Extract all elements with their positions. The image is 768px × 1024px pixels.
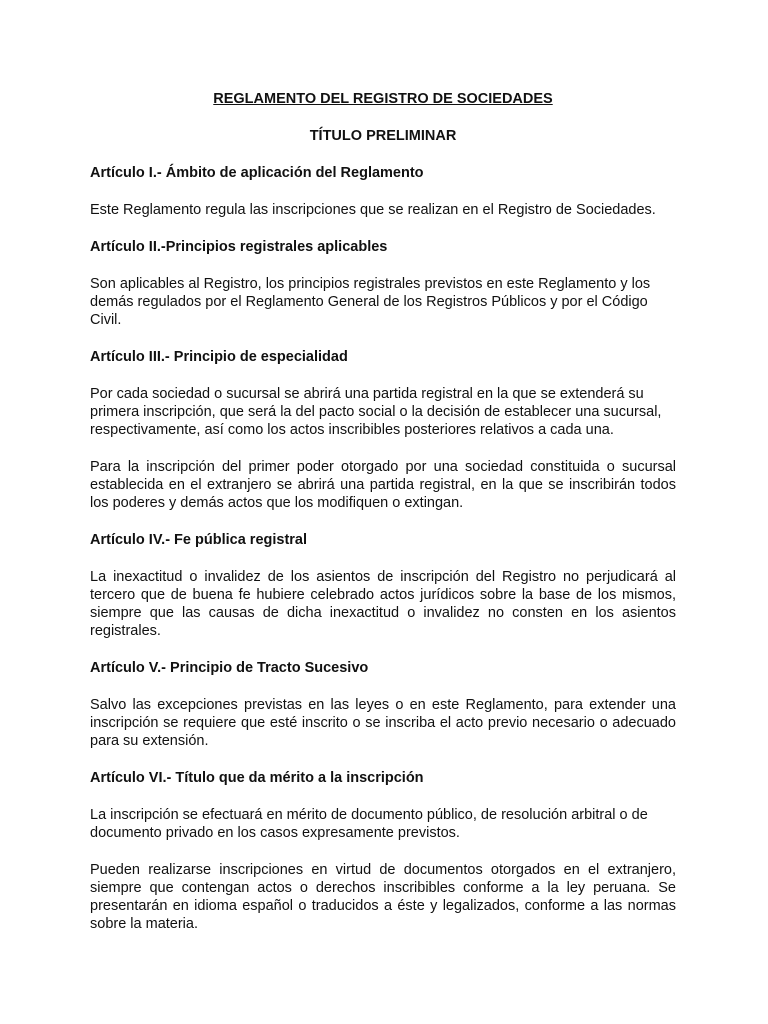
article-paragraph: Este Reglamento regula las inscripciones que se realizan en el Registro de Sociedades.	[90, 202, 656, 218]
article-paragraph: Son aplicables al Registro, los principios registrales previstos en este Reglamento y los demás regulados por el Reglamento General de los Registros Públicos y por el Código Civil.	[90, 276, 651, 328]
article-heading: Artículo V.- Principio de Tracto Sucesivo	[90, 660, 369, 676]
article-3	[90, 348, 676, 512]
article-heading: Artículo I.- Ámbito de aplicación del Reglamento	[90, 165, 424, 181]
section-title: TÍTULO PRELIMINAR	[309, 128, 457, 144]
article-4	[90, 531, 676, 640]
article-paragraph: La inscripción se efectuará en mérito de documento público, de resolución arbitral o de documento privado en los casos expresamente previstos.	[90, 807, 648, 841]
article-6	[90, 769, 676, 933]
article-paragraph: Para la inscripción del primer poder otorgado por una sociedad constituida o sucursal establecida en el extranjero se abrirá una partida registral, en la que se inscribirán todos los poderes y demás actos que los modifiquen o extingan.	[90, 459, 676, 511]
article-heading: Artículo IV.- Fe pública registral	[90, 532, 308, 548]
article-paragraph: La inexactitud o invalidez de los asientos de inscripción del Registro no perjudicará al tercero que de buena fe hubiere celebrado actos jurídicos sobre la base de los mismos, siempre que las causas de dicha inexactitud o invalidez no consten en los asientos registrales.	[90, 569, 676, 639]
article-heading: Artículo VI.- Título que da mérito a la inscripción	[90, 770, 424, 786]
article-paragraph: Por cada sociedad o sucursal se abrirá una partida registral en la que se extenderá su primera inscripción, que será la del pacto social o la decisión de establecer una sucursal, respectivamente, así como los actos inscribibles posteriores relativos a cada una.	[90, 386, 662, 438]
document-page	[90, 90, 676, 952]
article-heading: Artículo III.- Principio de especialidad	[90, 349, 348, 365]
article-1	[90, 164, 676, 219]
document-title: REGLAMENTO DEL REGISTRO DE SOCIEDADES	[213, 91, 553, 107]
article-paragraph: Salvo las excepciones previstas en las leyes o en este Reglamento, para extender una inscripción se requiere que esté inscrito o se inscriba el acto previo necesario o adecuado para su extensión.	[90, 697, 676, 749]
article-2	[90, 238, 676, 329]
article-5	[90, 659, 676, 750]
article-heading: Artículo II.-Principios registrales aplicables	[90, 239, 388, 255]
article-paragraph: Pueden realizarse inscripciones en virtud de documentos otorgados en el extranjero, siempre que contengan actos o derechos inscribibles conforme a la ley peruana. Se presentarán en idioma español o traducidos a éste y legalizados, conforme a las normas sobre la materia.	[90, 862, 676, 932]
